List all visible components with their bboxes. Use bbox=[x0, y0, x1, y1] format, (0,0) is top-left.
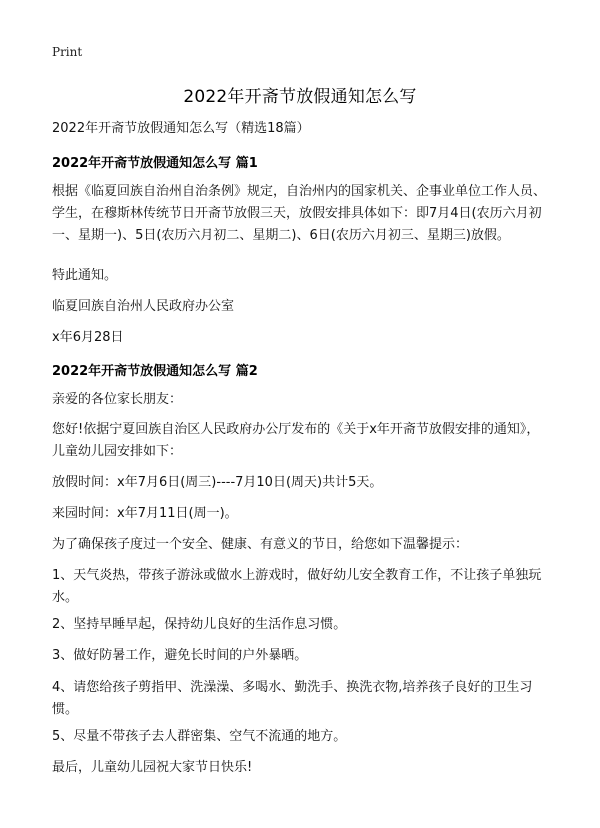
section2-paragraph: 您好!依据宁夏回族自治区人民政府办公厅发布的《关于x年开斋节放假安排的通知》，儿童幼儿园安排如下： bbox=[52, 422, 540, 459]
section2-paragraph: 来园时间：x年7月11日(周一)。 bbox=[52, 506, 238, 521]
section2-paragraph: 为了确保孩子度过一个安全、健康、有意义的节日，给您如下温馨提示： bbox=[52, 537, 469, 552]
section1-paragraph: 临夏回族自治州人民政府办公室 bbox=[52, 299, 235, 314]
section2-list-item: 5、尽量不带孩子去人群密集、空气不流通的地方。 bbox=[52, 729, 347, 744]
section1-paragraph: 根据《临夏回族自治州自治条例》规定，自治州内的国家机关、企事业单位工作人员、学生，在穆斯林传统节日开斋节放假三天，放假安排具体如下：即7月4日(农历六月初一、星期一)、5日(农历六月初二、星期二)、6日(农历六月初三、星期三)放假。 bbox=[52, 184, 547, 243]
section2-list-item: 2、坚持早睡早起，保持幼儿良好的生活作息习惯。 bbox=[52, 617, 347, 632]
document-subtitle: 2022年开斋节放假通知怎么写（精选18篇） bbox=[52, 121, 310, 136]
section2-paragraph: 亲爱的各位家长朋友： bbox=[52, 392, 183, 407]
section2-list-item: 4、请您给孩子剪指甲、洗澡澡、多喝水、勤洗手、换洗衣物,培养孩子良好的卫生习惯。 bbox=[52, 680, 533, 717]
section1-paragraph: 特此通知。 bbox=[52, 268, 118, 283]
section-heading-2: 2022年开斋节放假通知怎么写 篇2 bbox=[52, 364, 258, 379]
section2-closing: 最后，儿童幼儿园祝大家节日快乐! bbox=[52, 760, 253, 775]
section2-paragraph: 放假时间：x年7月6日(周三)----7月10日(周天)共计5天。 bbox=[52, 475, 383, 490]
section-heading-1: 2022年开斋节放假通知怎么写 篇1 bbox=[52, 156, 258, 171]
section2-list-item: 1、天气炎热，带孩子游泳或做水上游戏时，做好幼儿安全教育工作，不让孩子单独玩水。 bbox=[52, 568, 542, 605]
section2-list-item: 3、做好防暑工作，避免长时间的户外暴晒。 bbox=[52, 648, 308, 663]
section1-date: x年6月28日 bbox=[52, 330, 124, 345]
print-label[interactable]: Print bbox=[52, 45, 83, 59]
document-title: 2022年开斋节放假通知怎么写 bbox=[183, 87, 417, 107]
